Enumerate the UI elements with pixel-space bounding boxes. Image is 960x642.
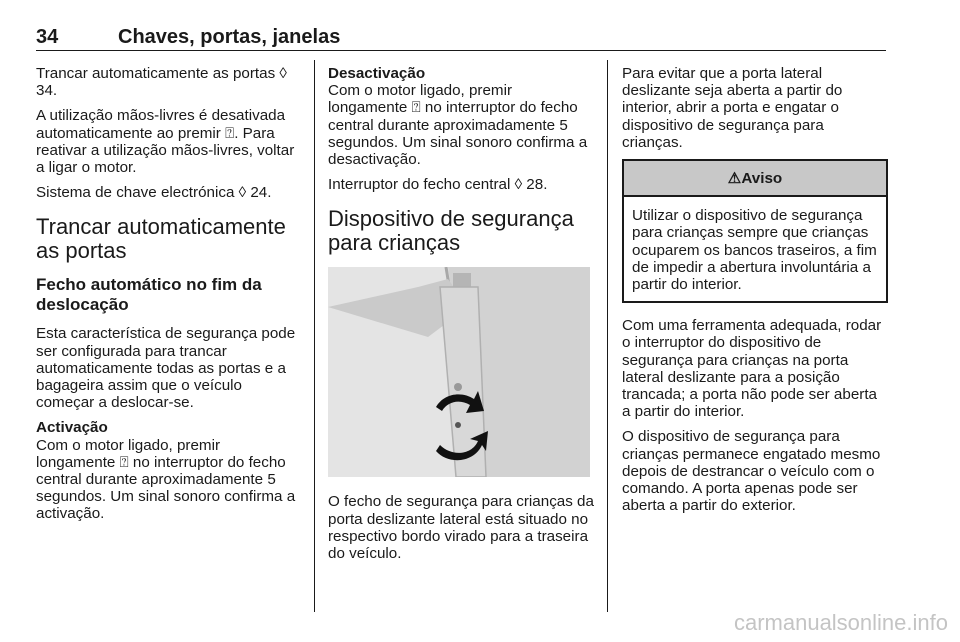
child-lock-illustration [328,267,590,477]
paragraph: Com uma ferramenta adequada, rodar o interruptor do dispositivo de segurança para crianças na porta lateral deslizante para a posição trancada; a porta não pode ser aberta a partir do interior. [622,317,882,421]
paragraph: Esta característica de segurança pode ser configurada para trancar automaticamente todas as portas e a bagageira assim que o veículo começar a deslocar-se. [36,325,296,412]
paragraph: A utilização mãos-livres é desativada automaticamente ao premir ⍰. Para reativar a utilização mãos-livres, voltar a ligar o motor. [36,107,295,177]
paragraph: O fecho de segurança para crianças da porta deslizante lateral está situado no respectivo bordo virado para a traseira do veículo. [328,493,594,563]
paragraph: Sistema de chave electrónica ◊ 24. [36,184,272,202]
warning-text: Utilizar o dispositivo de segurança para crianças sempre que crianças ocuparem os bancos traseiros, a fim de impedir a abertura involuntária a partir do interior. [632,207,877,294]
chapter-title: Chaves, portas, janelas [118,26,341,48]
paragraph: Para evitar que a porta lateral deslizante seja aberta a partir do interior, abrir a porta e engatar o dispositivo de segurança para crianças. [622,65,843,151]
section-heading: Trancar automaticamente as portas [36,214,286,264]
warning-title: Aviso [741,170,783,188]
column-2 [328,65,594,570]
paragraph: Interruptor do fecho central ◊ 28. [328,176,548,194]
warning-box [622,159,888,303]
page-header [36,26,886,51]
page-number: 34 [36,26,59,48]
paragraph: O dispositivo de segurança para crianças permanece engatado mesmo depois de destrancar o veículo com o comando. A porta apenas pode ser aberta a partir do exterior. [622,428,881,515]
section-heading: Dispositivo de segurança para crianças [328,206,574,256]
column-3 [622,65,888,522]
warning-header [624,161,886,197]
subsection-heading: Fecho automático no fim da deslocação [36,275,262,315]
subheading-activation: Activação [36,419,108,437]
paragraph: Trancar automaticamente as portas ◊ 34. [36,65,287,100]
warning-icon: ⚠ [727,170,742,188]
watermark: carmanualsonline.info [733,610,948,635]
column-1 [36,65,302,531]
paragraph: Com o motor ligado, premir longamente ⍰ no interruptor do fecho central durante aproximadamente 5 segundos. Um sinal sonoro confirma a desactivação. [328,82,588,169]
column-divider-1 [314,60,315,612]
paragraph: Com o motor ligado, premir longamente ⍰ no interruptor do fecho central durante aproximadamente 5 segundos. Um sinal sonoro confirma a activação. [36,436,296,523]
subheading-deactivation: Desactivação [328,65,426,82]
column-divider-2 [607,60,608,612]
